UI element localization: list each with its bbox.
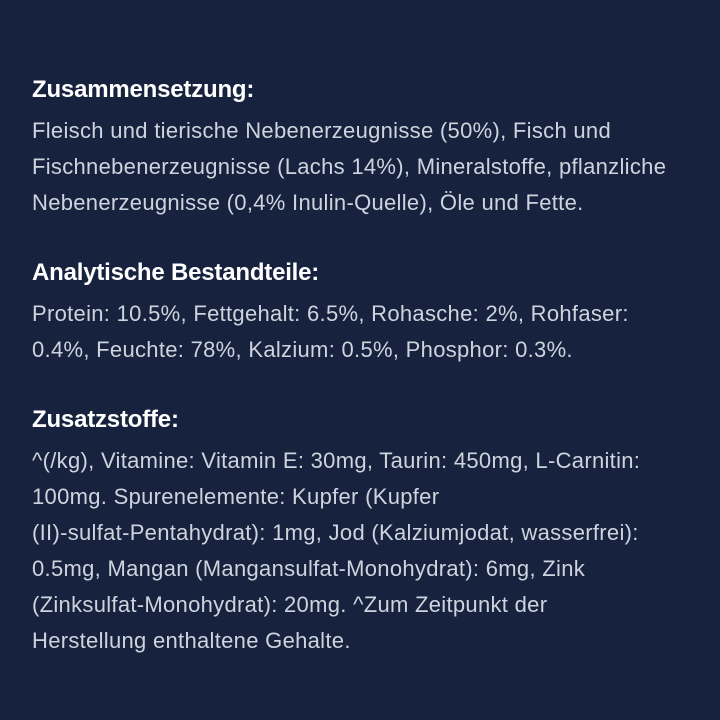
body-line: ^(/kg), Vitamine: Vitamin E: 30mg, Taurin: 450mg, L-Carnitin: — [32, 448, 641, 473]
body-line: (II)-sulfat-Pentahydrat): 1mg, Jod (Kalziumjodat, wasserfrei): — [32, 520, 639, 545]
body-line: Protein: 10.5%, Fettgehalt: 6.5%, Rohasche: 2%, Rohfaser: — [32, 301, 629, 326]
section-additives — [32, 408, 690, 659]
section-heading: Analytische Bestandteile: — [32, 259, 320, 286]
body-line: 0.4%, Feuchte: 78%, Kalzium: 0.5%, Phosphor: 0.3%. — [32, 337, 573, 362]
body-line: Fischnebenerzeugnisse (Lachs 14%), Mineralstoffe, pflanzliche — [32, 154, 667, 179]
section-heading: Zusammensetzung: — [32, 76, 255, 103]
section-composition — [32, 78, 690, 221]
body-line: (Zinksulfat-Monohydrat): 20mg. ^Zum Zeitpunkt der — [32, 592, 548, 617]
body-line: Fleisch und tierische Nebenerzeugnisse (50%), Fisch und — [32, 118, 612, 143]
section-analytical-constituents — [32, 261, 690, 368]
body-line: Nebenerzeugnisse (0,4% Inulin-Quelle), Öle und Fette. — [32, 190, 584, 215]
body-line: Herstellung enthaltene Gehalte. — [32, 628, 351, 653]
section-heading: Zusatzstoffe: — [32, 406, 179, 433]
body-line: 0.5mg, Mangan (Mangansulfat-Monohydrat): 6mg, Zink — [32, 556, 586, 581]
body-line: 100mg. Spurenelemente: Kupfer (Kupfer — [32, 484, 440, 509]
